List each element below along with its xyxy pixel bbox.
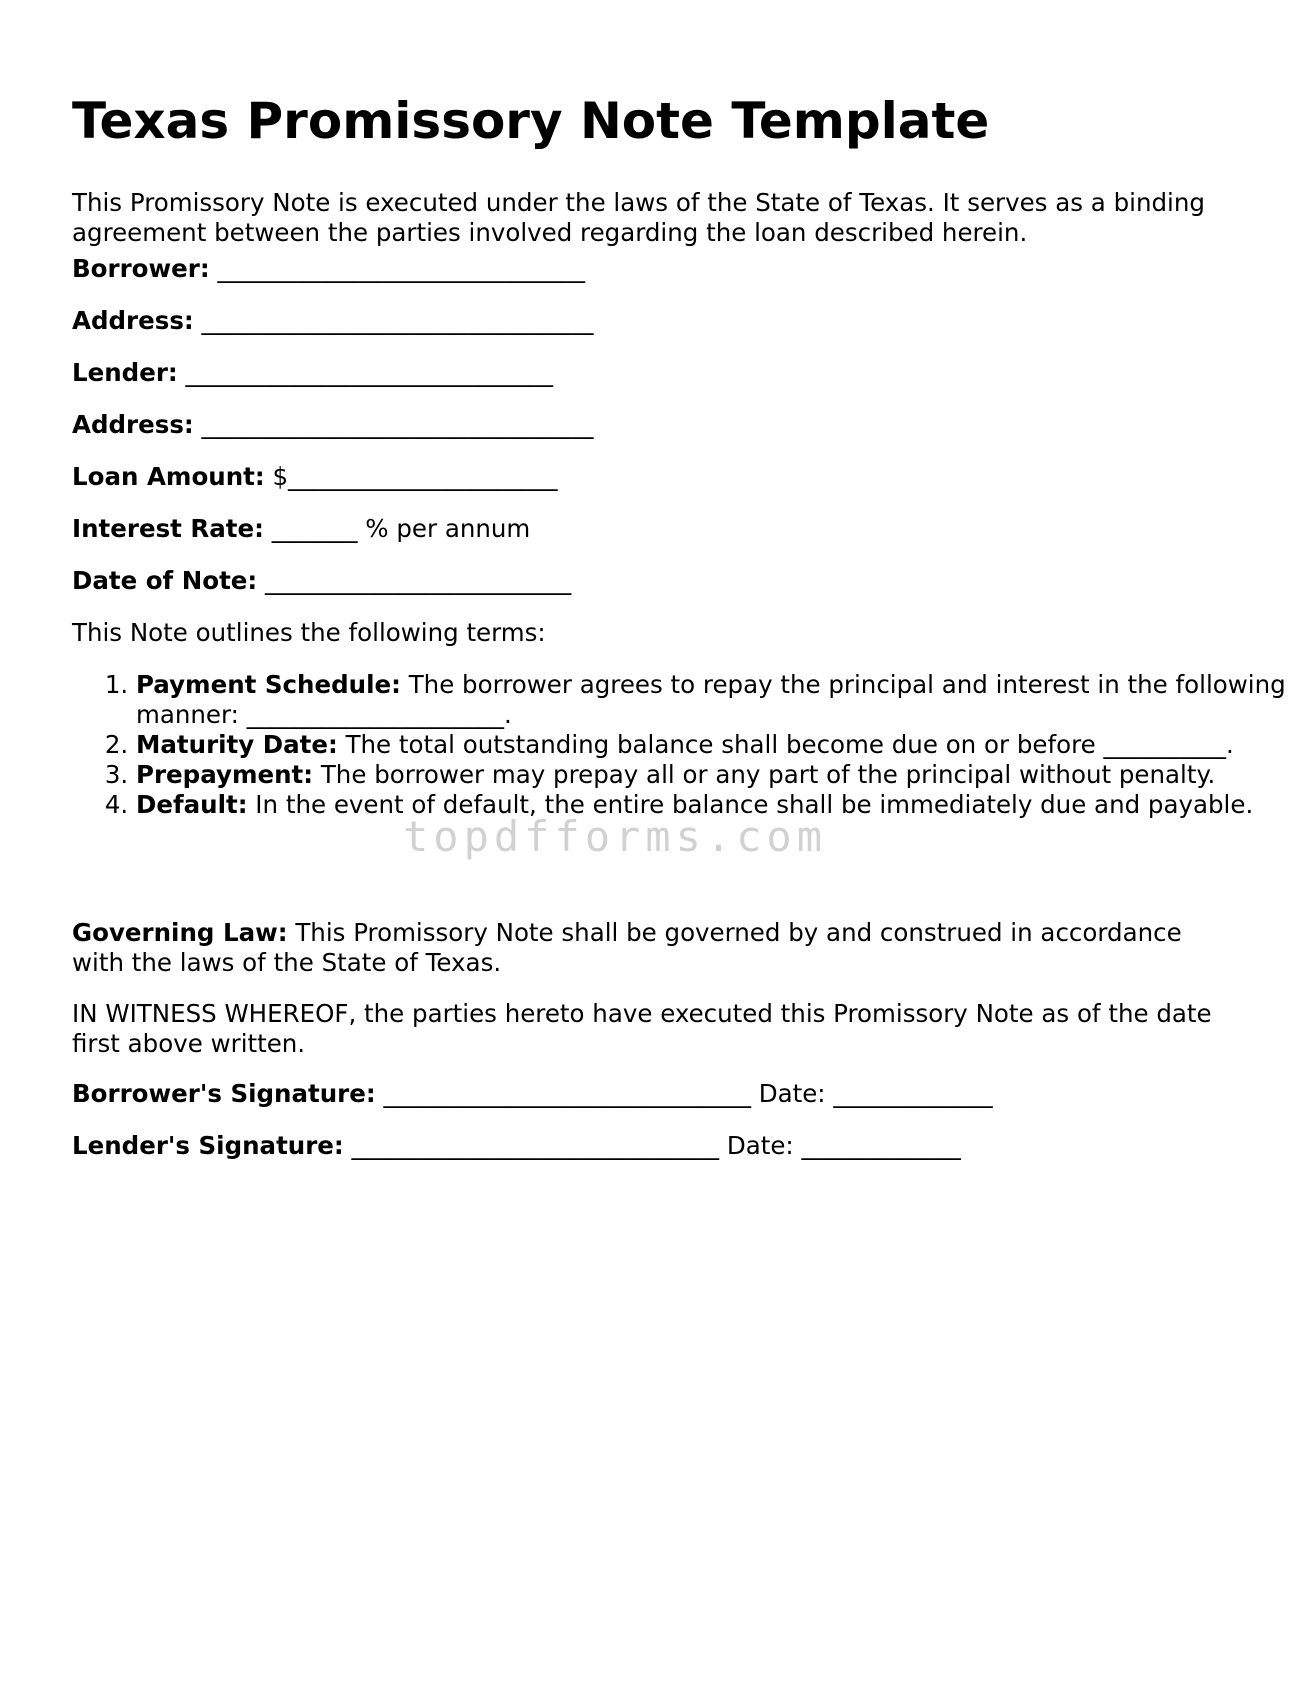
intro-paragraph: This Promissory Note is executed under the laws of the State of Texas. It serves as a binding agreement between the parties involved regarding the loan described herein. <box>72 188 1205 247</box>
interest-rate-label: Interest Rate: <box>72 514 264 543</box>
lender-label: Lender: <box>72 358 178 387</box>
lender-blank[interactable]: ______________________________ <box>185 358 554 387</box>
term-text: In the event of default, the entire balance shall be immediately due and payable. <box>255 790 1254 819</box>
lender-date-label: Date: <box>726 1131 794 1160</box>
borrower-blank[interactable]: ______________________________ <box>217 254 585 283</box>
governing-law-text: This Promissory Note shall be governed by and construed in accordance with the laws of the State of Texas. <box>72 918 1182 977</box>
loan-amount-label: Loan Amount: <box>72 462 265 491</box>
lender-signature-blank[interactable]: ______________________________ <box>351 1131 720 1160</box>
borrower-date-label: Date: <box>758 1079 826 1108</box>
lender-signature-label: Lender's Signature: <box>72 1131 344 1160</box>
lender-signature-line <box>72 1131 961 1161</box>
governing-law-paragraph <box>72 918 1232 978</box>
borrower-address-label: Address: <box>72 306 194 335</box>
loan-amount-blank[interactable]: $______________________ <box>272 462 558 491</box>
lender-address-label: Address: <box>72 410 194 439</box>
borrower-signature-blank[interactable]: ______________________________ <box>383 1079 751 1108</box>
interest-rate-blank[interactable]: _______ % per annum <box>271 514 531 543</box>
borrower-address-field <box>72 306 594 336</box>
loan-amount-field <box>72 462 558 492</box>
witness-paragraph: IN WITNESS WHEREOF, the parties hereto have executed this Promissory Note as of the date first above written. <box>72 999 1212 1058</box>
date-of-note-field <box>72 566 571 596</box>
governing-law-label: Governing Law: <box>72 918 288 947</box>
watermark: topdfforms.com <box>403 812 828 861</box>
date-of-note-label: Date of Note: <box>72 566 258 595</box>
lender-field <box>72 358 553 388</box>
term-text: The borrower agrees to repay the principal and interest in the following manner: _____________________. <box>136 670 1286 729</box>
borrower-address-blank[interactable]: ________________________________ <box>201 306 594 335</box>
lender-address-blank[interactable]: ________________________________ <box>201 410 594 439</box>
terms-intro: This Note outlines the following terms: <box>72 618 546 647</box>
term-label: Prepayment: <box>136 760 314 789</box>
date-of-note-blank[interactable]: _________________________ <box>265 566 572 595</box>
lender-address-field <box>72 410 594 440</box>
list-item <box>136 790 1296 820</box>
term-text: The total outstanding balance shall become due on or before __________. <box>345 730 1234 759</box>
list-item <box>136 760 1296 790</box>
borrower-field <box>72 254 585 284</box>
borrower-signature-line <box>72 1079 993 1109</box>
term-label: Default: <box>136 790 248 819</box>
page-title: Texas Promissory Note Template <box>72 92 990 150</box>
list-item <box>136 670 1296 730</box>
interest-rate-field <box>72 514 530 544</box>
term-text: The borrower may prepay all or any part of the principal without penalty. <box>320 760 1216 789</box>
borrower-label: Borrower: <box>72 254 210 283</box>
terms-list <box>72 670 1296 820</box>
term-label: Payment Schedule: <box>136 670 401 699</box>
term-label: Maturity Date: <box>136 730 338 759</box>
borrower-date-blank[interactable]: _____________ <box>833 1079 993 1108</box>
borrower-signature-label: Borrower's Signature: <box>72 1079 376 1108</box>
lender-date-blank[interactable]: _____________ <box>801 1131 961 1160</box>
list-item <box>136 730 1296 760</box>
